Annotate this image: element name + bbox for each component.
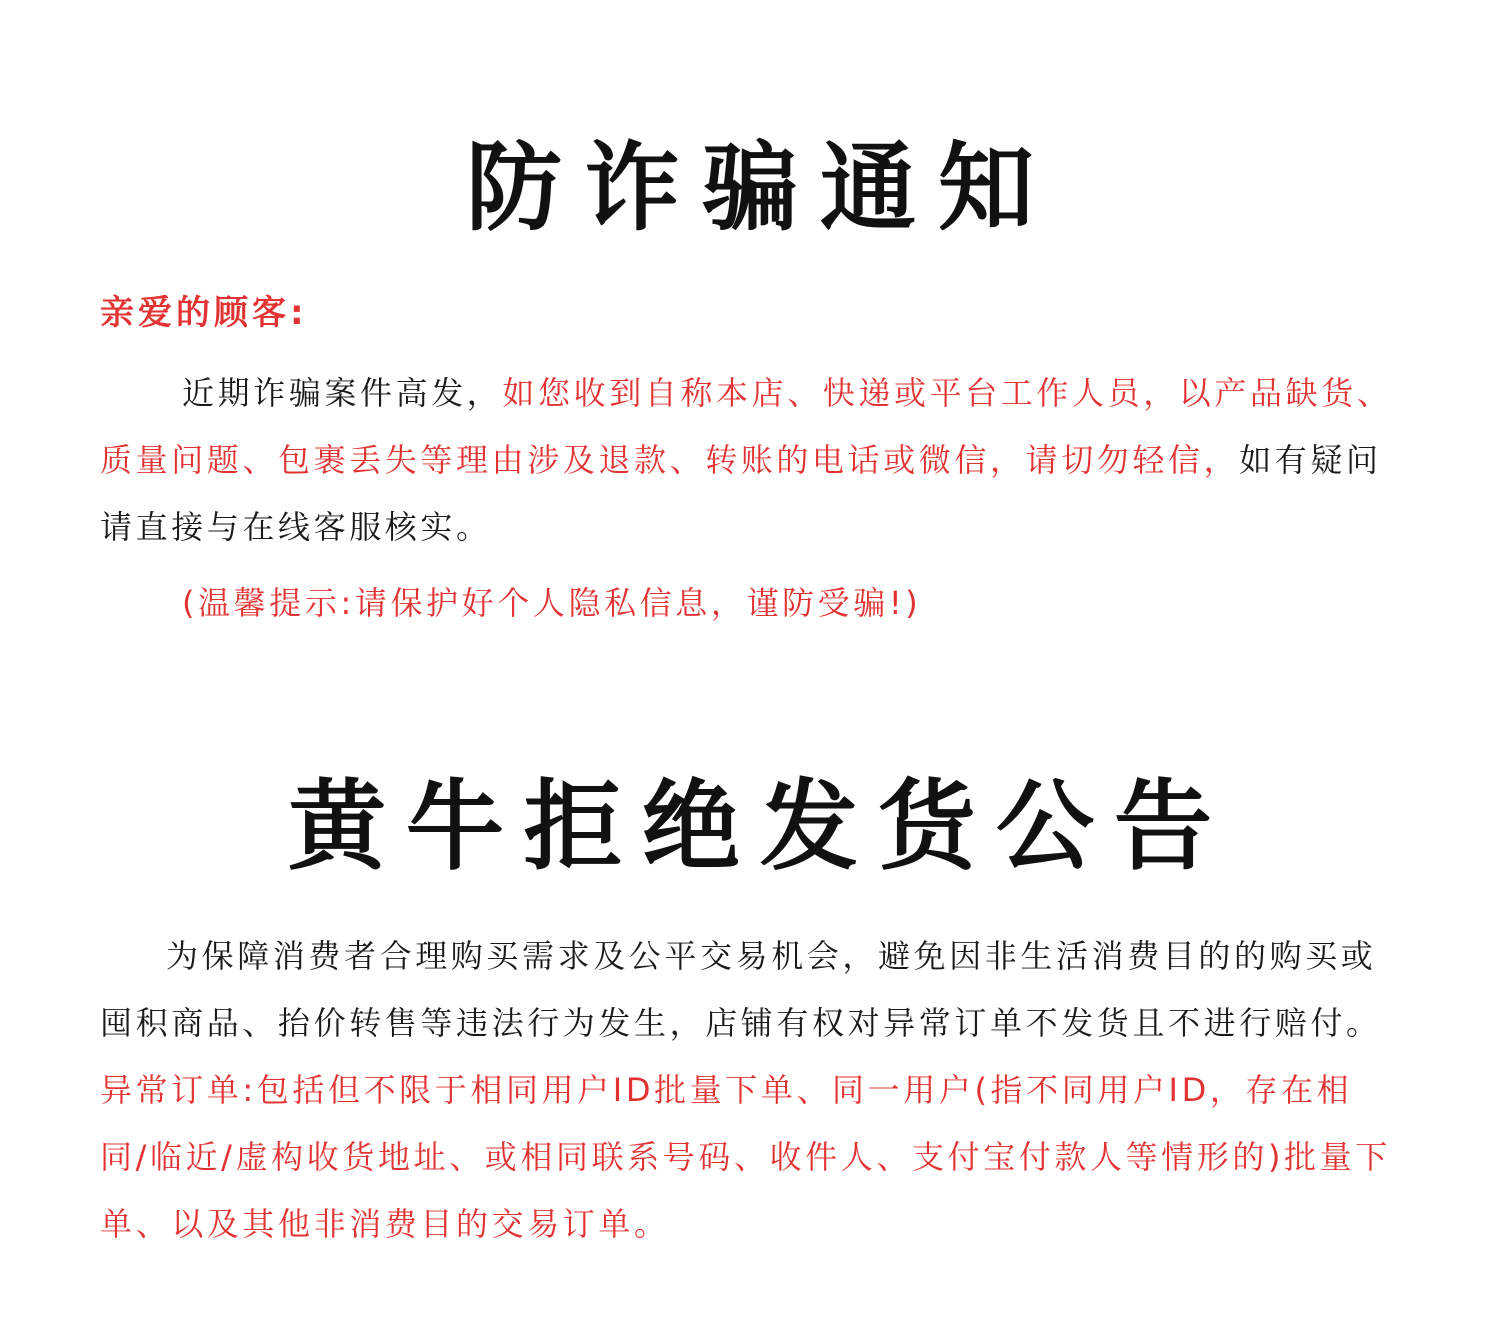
- scalper-notice-title: 黄牛拒绝发货公告: [287, 770, 1232, 884]
- scalper-policy: 为保障消费者合理购买需求及公平交易机会，避免因非生活消费目的的购买或囤积商品、抬价转售等违法行为发生，店铺有权对异常订单不发货且不进行赔付。: [100, 937, 1382, 1042]
- abnormal-order-definition: 异常订单:包括但不限于相同用户ID批量下单、同一用户(指不同用户ID，存在相同/临近/虚构收货地址、或相同联系号码、收件人、支付宝付款人等情形的)批量下单、以及其他非消费目的交易订单。: [100, 1071, 1391, 1243]
- privacy-tip: (温馨提示:请保护好个人隐私信息，谨防受骗!): [182, 584, 922, 622]
- anti-fraud-intro: 近期诈骗案件高发，: [182, 374, 503, 412]
- anti-fraud-warning: 如您收到自称本店、快递或平台工作人员，以产品缺货、质量问题、包裹丢失等理由涉及退款、转账的电话或微信，请切勿轻信，: [100, 374, 1393, 479]
- anti-fraud-paragraph: [100, 360, 1400, 561]
- scalper-paragraph: [100, 923, 1400, 1258]
- anti-fraud-title: 防诈骗通知: [466, 132, 1056, 244]
- anti-fraud-contact: 如有疑问请直接与在线客服核实。: [100, 441, 1382, 546]
- greeting: 亲爱的顾客:: [100, 293, 308, 333]
